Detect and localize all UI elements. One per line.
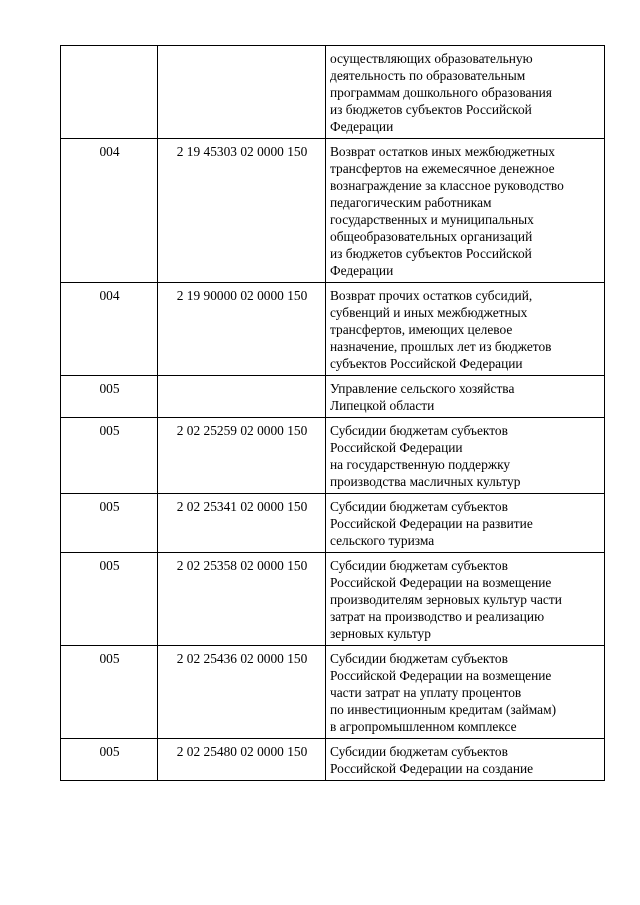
- description-line: осуществляющих образовательную: [330, 51, 533, 66]
- description-line: Субсидии бюджетам субъектов: [330, 423, 508, 438]
- description-line: Субсидии бюджетам субъектов: [330, 651, 508, 666]
- description-line: субъектов Российской Федерации: [330, 356, 523, 371]
- description-line: программам дошкольного образования: [330, 85, 552, 100]
- description-line: Управление сельского хозяйства: [330, 381, 515, 396]
- budget-code-cell: [158, 46, 326, 139]
- description-line: Федерации: [330, 263, 394, 278]
- description-cell: [326, 553, 605, 646]
- description-line: Российской Федерации на создание: [330, 761, 534, 776]
- description-line: в агропромышленном комплексе: [330, 719, 517, 734]
- description-cell: [326, 494, 605, 553]
- description-line: Субсидии бюджетам субъектов: [330, 744, 508, 759]
- table-row: [61, 376, 605, 418]
- budget-code-cell: 2 02 25358 02 0000 150: [158, 553, 326, 646]
- description-cell: [326, 418, 605, 494]
- admin-code-cell: 005: [61, 418, 158, 494]
- description-line: затрат на производство и реализацию: [330, 609, 545, 624]
- description-line: государственных и муниципальных: [330, 212, 534, 227]
- description-line: Российской Федерации на возмещение: [330, 575, 552, 590]
- description-line: Возврат остатков иных межбюджетных: [330, 144, 555, 159]
- description-cell: [326, 376, 605, 418]
- table-row: [61, 553, 605, 646]
- budget-code-cell: 2 02 25259 02 0000 150: [158, 418, 326, 494]
- table-row: [61, 494, 605, 553]
- description-line: из бюджетов субъектов Российской: [330, 246, 532, 261]
- description-line: трансфертов, имеющих целевое: [330, 322, 513, 337]
- description-line: Российской Федерации: [330, 440, 463, 455]
- description-cell: [326, 646, 605, 739]
- description-line: вознаграждение за классное руководство: [330, 178, 564, 193]
- admin-code-cell: 005: [61, 553, 158, 646]
- budget-code-cell: 2 19 90000 02 0000 150: [158, 283, 326, 376]
- description-cell: [326, 739, 605, 781]
- description-line: трансфертов на ежемесячное денежное: [330, 161, 555, 176]
- admin-code-cell: [61, 46, 158, 139]
- table-row: [61, 646, 605, 739]
- table-row: [61, 46, 605, 139]
- description-line: из бюджетов субъектов Российской: [330, 102, 532, 117]
- description-line: педагогическим работникам: [330, 195, 492, 210]
- description-line: Субсидии бюджетам субъектов: [330, 558, 508, 573]
- description-line: Субсидии бюджетам субъектов: [330, 499, 508, 514]
- admin-code-cell: 005: [61, 494, 158, 553]
- description-line: производителям зерновых культур части: [330, 592, 562, 607]
- description-line: Российской Федерации на развитие: [330, 516, 533, 531]
- description-line: производства масличных культур: [330, 474, 521, 489]
- budget-code-cell: 2 19 45303 02 0000 150: [158, 139, 326, 283]
- budget-code-cell: 2 02 25436 02 0000 150: [158, 646, 326, 739]
- table-row: [61, 418, 605, 494]
- description-cell: [326, 139, 605, 283]
- table-row: [61, 139, 605, 283]
- description-line: на государственную поддержку: [330, 457, 511, 472]
- description-line: по инвестиционным кредитам (займам): [330, 702, 557, 717]
- description-line: зерновых культур: [330, 626, 431, 641]
- table-row: [61, 283, 605, 376]
- description-cell: [326, 283, 605, 376]
- budget-code-cell: 2 02 25341 02 0000 150: [158, 494, 326, 553]
- description-line: общеобразовательных организаций: [330, 229, 533, 244]
- budget-code-cell: 2 02 25480 02 0000 150: [158, 739, 326, 781]
- budget-classification-table: [60, 45, 605, 781]
- admin-code-cell: 005: [61, 376, 158, 418]
- budget-code-cell: [158, 376, 326, 418]
- description-line: Возврат прочих остатков субсидий,: [330, 288, 533, 303]
- description-line: Липецкой области: [330, 398, 435, 413]
- admin-code-cell: 004: [61, 139, 158, 283]
- admin-code-cell: 004: [61, 283, 158, 376]
- table-body: [61, 46, 605, 781]
- admin-code-cell: 005: [61, 739, 158, 781]
- description-cell: [326, 46, 605, 139]
- admin-code-cell: 005: [61, 646, 158, 739]
- description-line: субвенций и иных межбюджетных: [330, 305, 528, 320]
- description-line: назначение, прошлых лет из бюджетов: [330, 339, 552, 354]
- table-row: [61, 739, 605, 781]
- description-line: деятельность по образовательным: [330, 68, 526, 83]
- description-line: Федерации: [330, 119, 394, 134]
- description-line: сельского туризма: [330, 533, 435, 548]
- description-line: Российской Федерации на возмещение: [330, 668, 552, 683]
- description-line: части затрат на уплату процентов: [330, 685, 522, 700]
